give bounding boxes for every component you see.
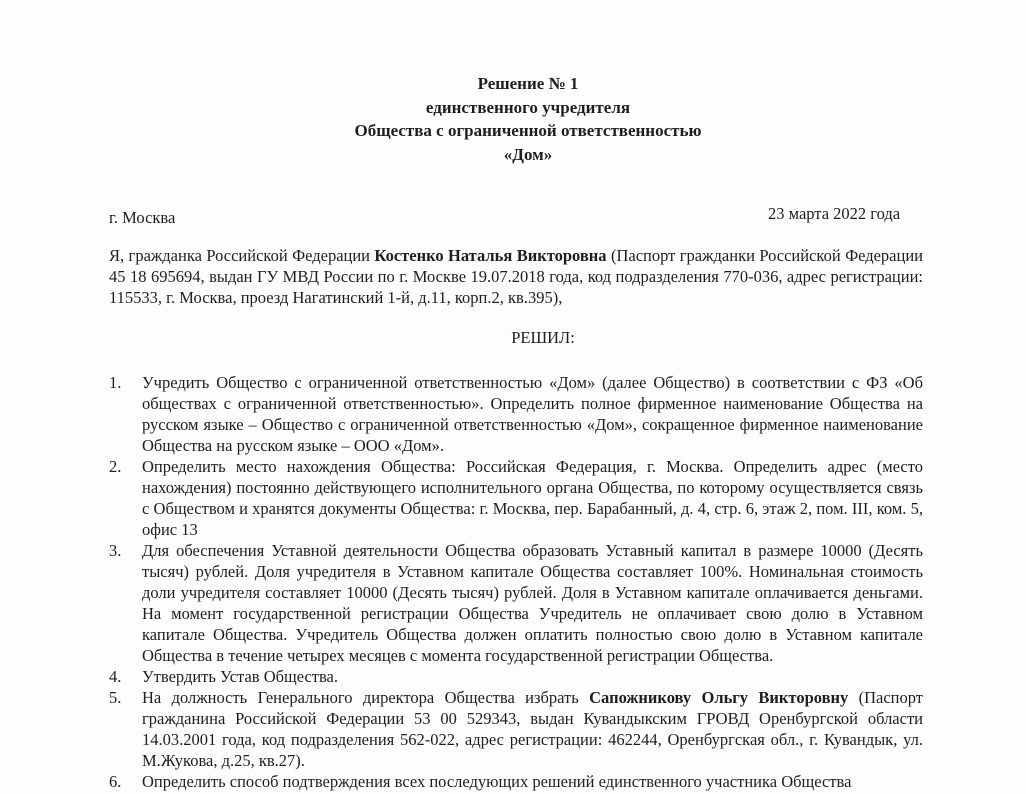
- item-number: 1.: [109, 373, 122, 392]
- founder-name: Костенко Наталья Викторовна: [374, 246, 607, 265]
- title-line-2: единственного учредителя: [425, 97, 631, 117]
- list-item: [109, 771, 923, 792]
- item-number: 5.: [109, 688, 122, 707]
- city: г. Москва: [109, 208, 176, 227]
- item-5-before: На должность Генерального директора Общества избрать: [142, 688, 590, 707]
- resolved-heading: РЕШИЛ:: [511, 328, 575, 347]
- director-name: Сапожникову Ольгу Викторовну: [589, 688, 849, 707]
- intro-after: (Паспорт гражданки Российской Федерации 45 18 695694, выдан ГУ МВД России по г. Москве 19.07.2018 года, код подразделения 770-036, адрес регистрации: 115533, г. Москва, проезд Нагатинский 1-й, д.11, корп.2, кв.395),: [109, 246, 923, 307]
- document-title: [0, 72, 1026, 166]
- item-5-after: (Паспорт гражданина Российской Федерации 53 00 529343, выдан Кувандыкским ГРОВД Оренбургской области 14.03.2001 года, код подразделения 562-022, адрес регистрации: 462244, Оренбургская обл., г. Кувандык, ул. М.Жукова, д.25, кв.27).: [142, 688, 923, 770]
- item-text: Утвердить Устав Общества.: [142, 667, 339, 686]
- list-item: [109, 687, 923, 771]
- item-text: Определить место нахождения Общества: Российская Федерация, г. Москва. Определить адрес (место нахождения) постоянно действующего исполнительного органа Общества, по которому осуществляется связь с Обществом и хранятся документы Общества: г. Москва, пер. Барабанный, д. 4, стр. 6, этаж 2, пом. III, ком. 5, офис 13: [142, 457, 923, 539]
- decision-list: [109, 372, 923, 792]
- item-number: 3.: [109, 541, 122, 560]
- item-text: Учредить Общество с ограниченной ответственностью «Дом» (далее Общество) в соответствии с ФЗ «Об обществах с ограниченной ответственностью». Определить полное фирменное наименование Общества на русском языке – Общество с ограниченной ответственностью «Дом», сокращенное фирменное наименование Общества на русском языке – ООО «Дом».: [142, 373, 923, 455]
- item-number: 2.: [109, 457, 122, 476]
- list-item: [109, 540, 923, 666]
- intro-paragraph: [109, 245, 923, 308]
- item-text: Для обеспечения Уставной деятельности Общества образовать Уставный капитал в размере 10000 (Десять тысяч) рублей. Доля учредителя в Уставном капитале Общества составляет 100%. Номинальная стоимость доли учредителя составляет 10000 (Десять тысяч) рублей. Доля в Уставном капитале оплачивается деньгами. На момент государственной регистрации Общества Учредитель не оплачивает свою долю в Уставном капитале Общества. Учредитель Общества должен оплатить полностью свою долю в Уставном капитале Общества в течение четырех месяцев с момента государственной регистрации Общества.: [142, 541, 923, 665]
- item-number: 4.: [109, 667, 122, 686]
- item-number: 6.: [109, 772, 122, 791]
- list-item: [109, 456, 923, 540]
- document-date: 23 марта 2022 года: [768, 204, 901, 223]
- item-text: Определить способ подтверждения всех последующих решений единственного участника Общества: [142, 772, 852, 791]
- item-text: [142, 687, 923, 771]
- title-line-4: «Дом»: [503, 144, 553, 164]
- intro-before: Я, гражданка Российской Федерации: [109, 246, 375, 265]
- title-line-3: Общества с ограниченной ответственностью: [354, 121, 702, 140]
- list-item: [109, 372, 923, 456]
- list-item: [109, 666, 923, 687]
- title-line-1: Решение № 1: [477, 74, 579, 93]
